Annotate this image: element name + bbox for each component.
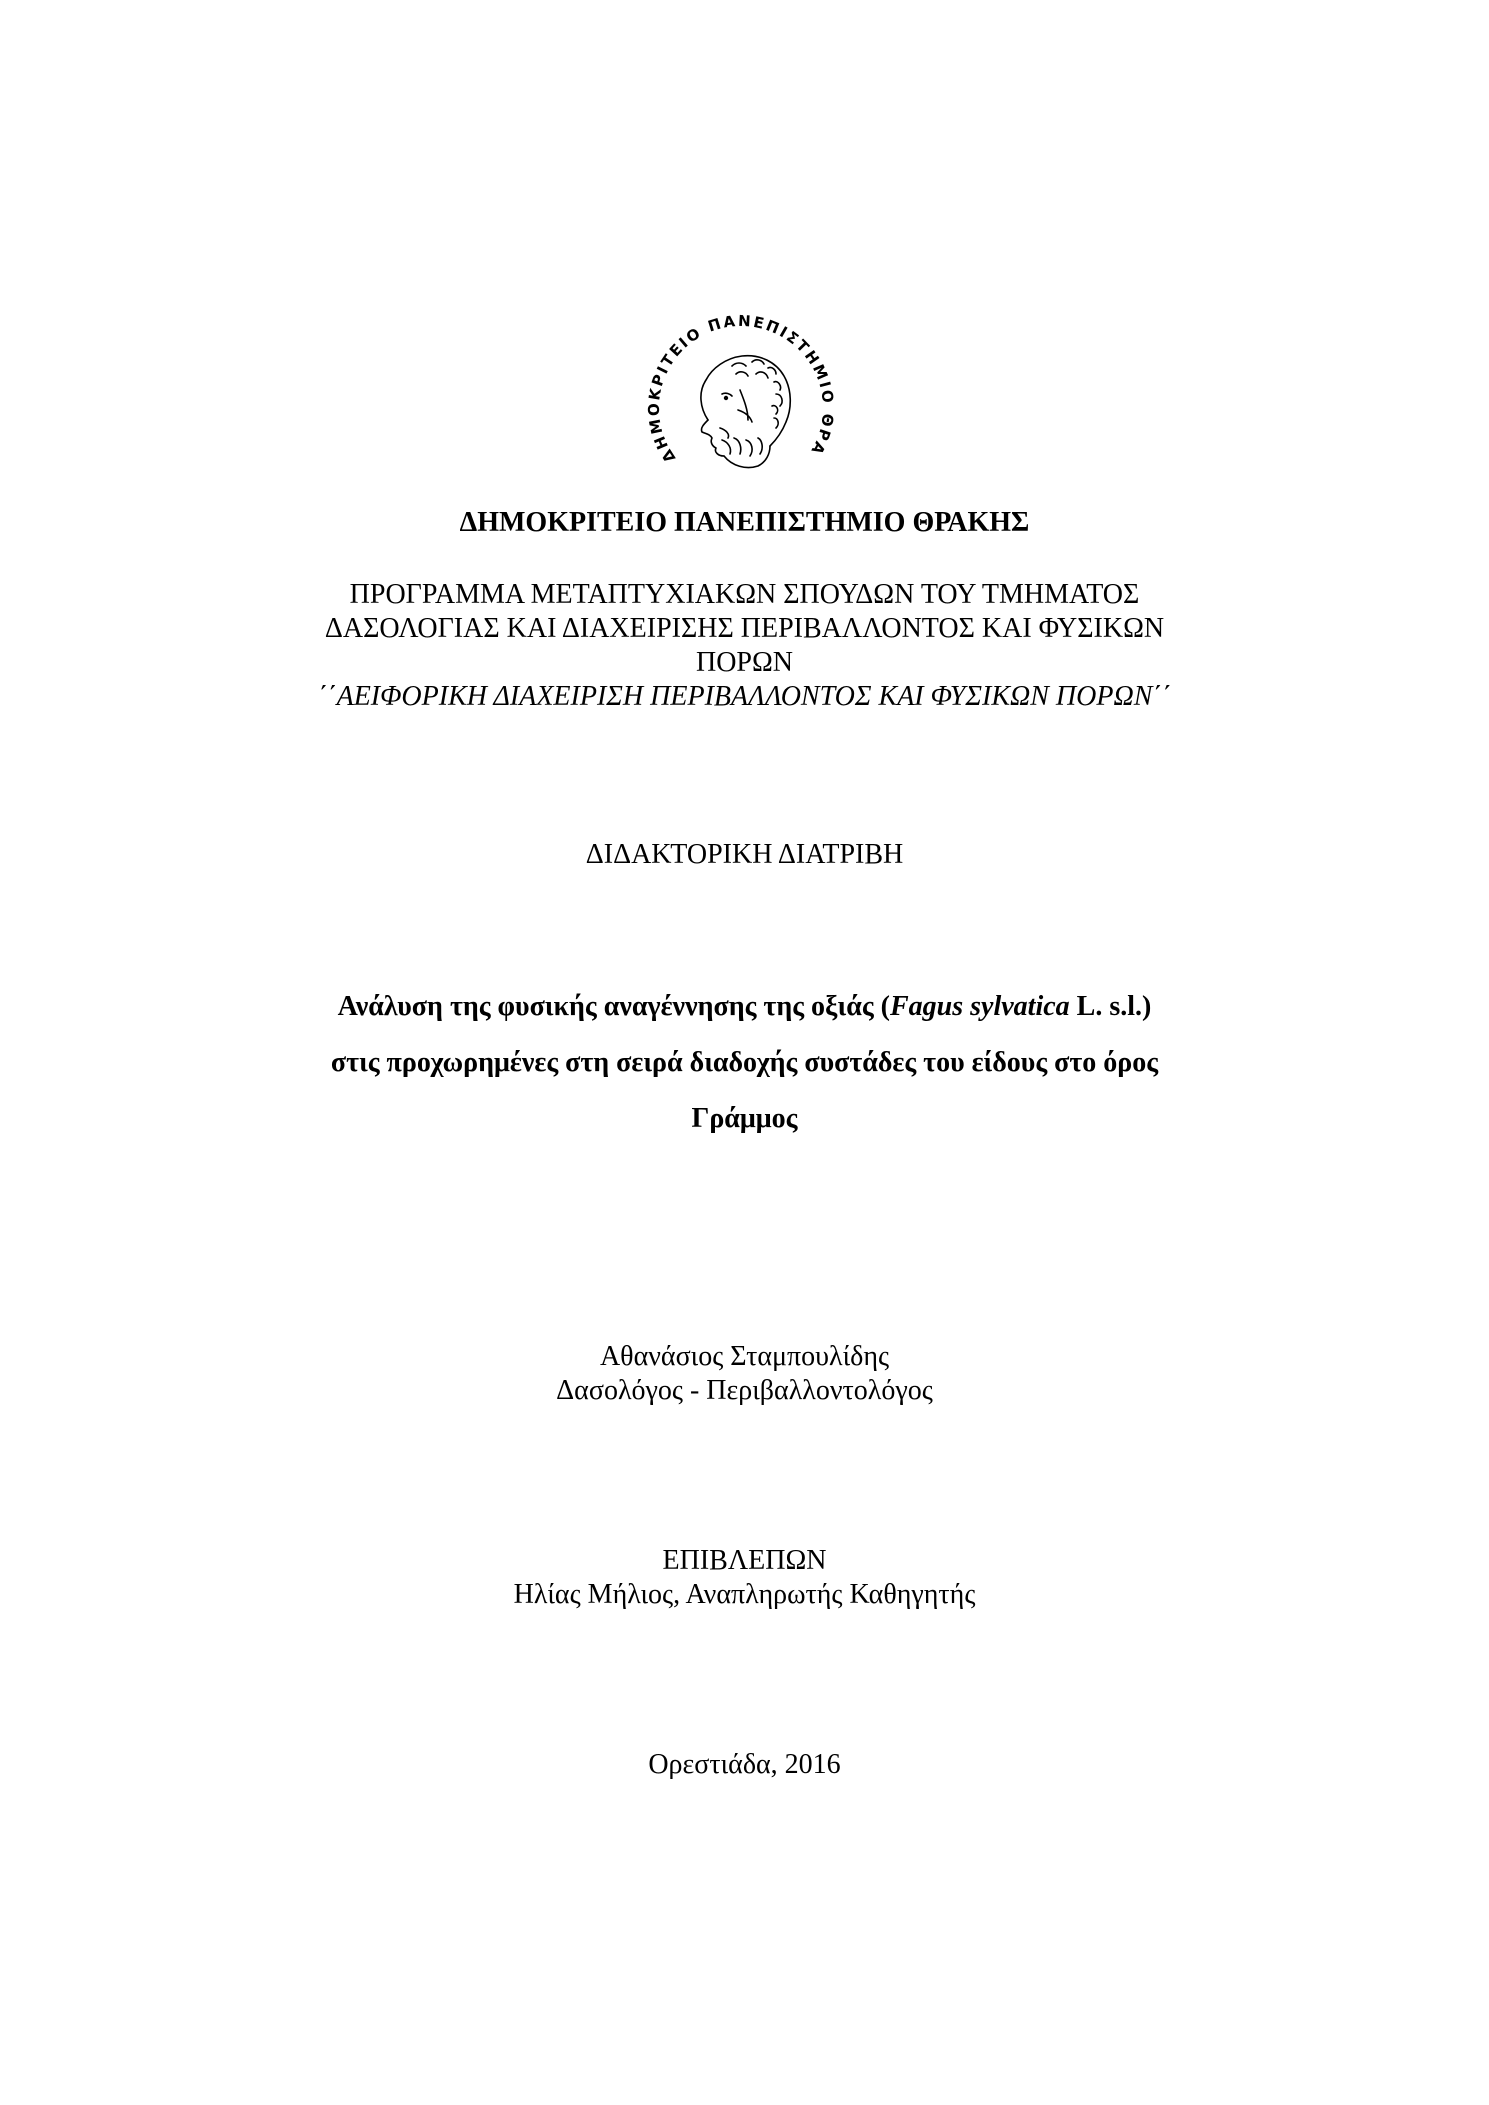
author-title: Δασολόγος - Περιβαλλοντολόγος — [556, 1375, 933, 1406]
supervisor-label: ΕΠΙΒΛΕΠΩΝ — [662, 1545, 827, 1576]
program-line-4: ΄΄ΑΕΙΦΟΡΙΚΗ ΔΙΑΧΕΙΡΙΣΗ ΠΕΡΙΒΑΛΛΟΝΤΟΣ ΚΑΙ ΦΥΣΙΚΩΝ ΠΟΡΩΝ΄΄ — [317, 681, 1172, 712]
thesis-title-line-1 — [0, 990, 1489, 1024]
thesis-title-line-2: στις προχωρημένες στη σειρά διαδοχής συστάδες του είδους στο όρος — [330, 1047, 1159, 1078]
program-line-1: ΠΡΟΓΡΑΜΜΑ ΜΕΤΑΠΤΥΧΙΑΚΩΝ ΣΠΟΥΔΩΝ ΤΟΥ ΤΜΗΜΑΤΟΣ — [349, 579, 1140, 610]
supervisor-name: Ηλίας Μήλιος, Αναπληρωτής Καθηγητής — [513, 1579, 976, 1610]
university-seal-icon — [636, 290, 846, 500]
university-name: ΔΗΜΟΚΡΙΤΕΙΟ ΠΑΝΕΠΙΣΤΗΜΙΟ ΘΡΑΚΗΣ — [459, 507, 1030, 538]
svg-text:ΔΗΜΟΚΡΙΤΕΙΟ ΠΑΝΕΠΙΣΤΗΜΙΟ ΘΡΑΚΗ: ΔΗΜΟΚΡΙΤΕΙΟ ΠΑΝΕΠΙΣΤΗΜΙΟ ΘΡΑ — [644, 311, 838, 466]
document-type: ΔΙΔΑΚΤΟΡΙΚΗ ΔΙΑΤΡΙΒΗ — [585, 839, 904, 870]
program-line-2: ΔΑΣΟΛΟΓΙΑΣ ΚΑΙ ΔΙΑΧΕΙΡΙΣΗΣ ΠΕΡΙΒΑΛΛΟΝΤΟΣ ΚΑΙ ΦΥΣΙΚΩΝ — [324, 613, 1165, 644]
thesis-title-text: Ανάλυση της φυσικής αναγέννησης της οξιάς ( — [337, 991, 890, 1022]
program-line-3: ΠΟΡΩΝ — [695, 647, 794, 678]
thesis-title-text-end: L. s.l.) — [1069, 991, 1152, 1022]
place-date: Ορεστιάδα, 2016 — [648, 1749, 841, 1780]
species-name: Fagus sylvatica — [889, 991, 1070, 1022]
thesis-title-line-3: Γράμμος — [691, 1103, 798, 1134]
author-name: Αθανάσιος Σταμπουλίδης — [599, 1341, 890, 1372]
